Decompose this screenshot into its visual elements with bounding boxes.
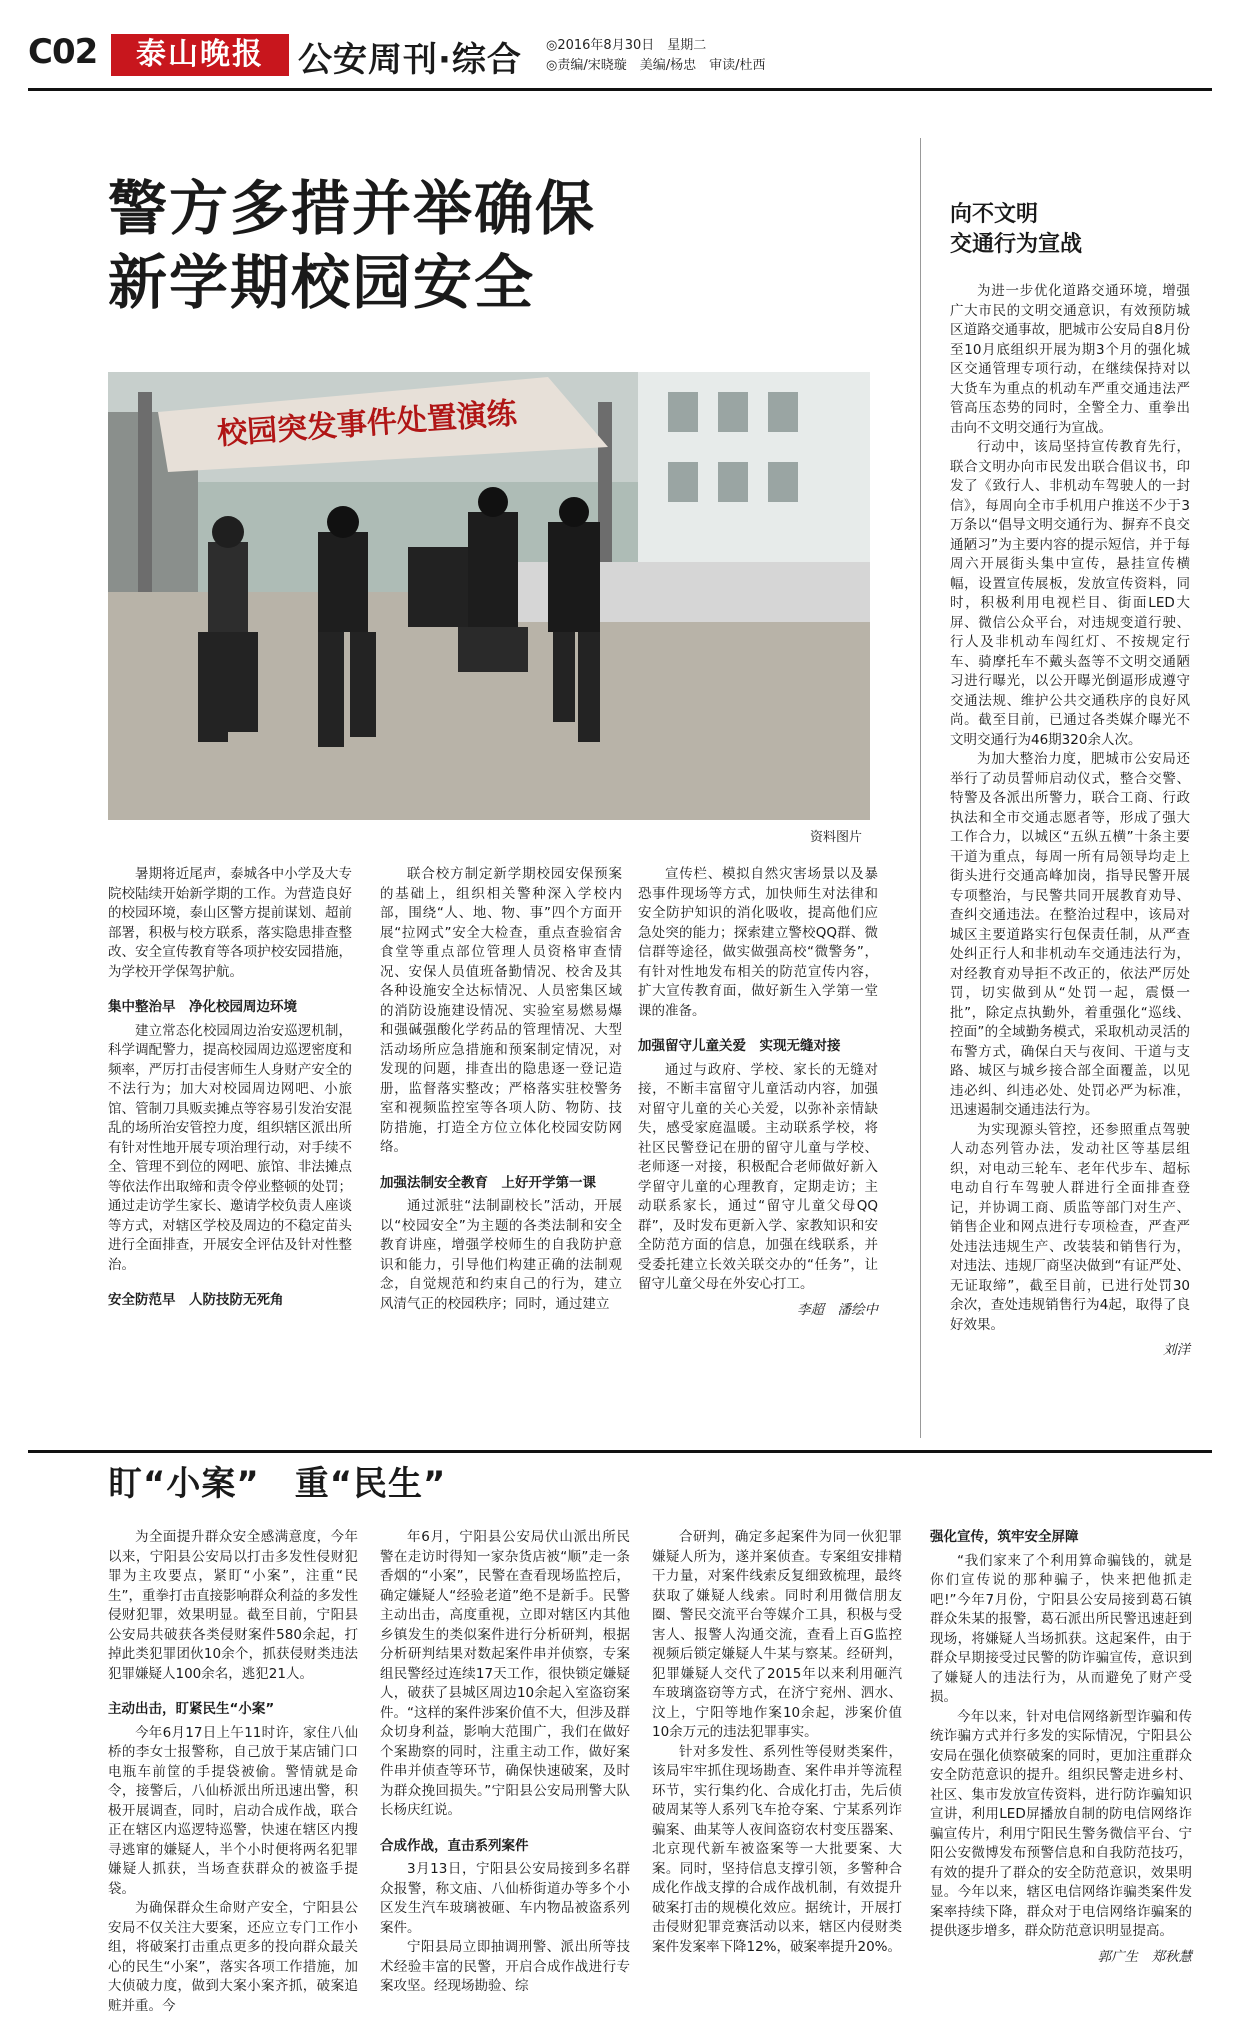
byline: 李超 潘绘中 [797, 1301, 878, 1318]
paragraph: 联合校方制定新学期校园安保预案的基础上，组织相关警种深入学校内部，围绕“人、地、物、事”四个方面开展“拉网式”安全大检查，重点查验宿舍食堂等重点部位管理人员资格审查情况、安保人员值班备勤情况、校舍及其各种设施安全达标情况、人员密集区域的消防设施建设情况、实验室易燃易爆和强碱强酸化学药品的管理情况、大型活动场所应急措施和预案制定情况，对发现的问题，排查出的隐患逐一登记造册，监督落实整改；严格落实驻校警务室和视频监控室等各项人防、物防、技防措施，打造全方位立体化校园安防网络。 [380, 866, 622, 1155]
side-headline-line1: 向不文明 [950, 202, 1039, 227]
paragraph: “我们家来了个利用算命骗钱的，就是你们宣传说的那种骗子，快来把他抓走吧!”今年7月份，宁阳县公安局接到葛石镇群众朱某的报警，葛石派出所民警迅速赶到现场，将嫌疑人当场抓获。这起案件，由于群众早期接受过民警的防诈骗宣传，意识到了嫌疑人的违法行为，从而避免了财产受损。 [930, 1552, 1192, 1705]
photo-banner-text: 校园突发事件处置演练 [216, 396, 518, 452]
lead-photo-illustration [108, 372, 870, 820]
paragraph: 宣传栏、模拟自然灾害场景以及暴恐事件现场等方式，加快师生对法律和安全防护知识的消化吸收，提高他们应急处突的能力；探索建立警校QQ群、微信群等途径，做实做强高校“微警务”，有针对性地发布相关的防范宣传内容，扩大宣传教育面，做好新生入学第一堂课的准备。 [638, 866, 878, 1019]
subheading: 安全防范早 人防技防无死角 [108, 1292, 284, 1308]
bottom-column-3 [652, 1528, 902, 1957]
paragraph: 通过派驻“法制副校长”活动，开展以“校园安全”为主题的各类法制和安全教育讲座，增强学校师生的自我防护意识和能力，引导他们构建正确的法制观念，自觉规范和约束自己的行为，建立风清气正的校园秩序；同时，通过建立 [380, 1198, 622, 1312]
lead-headline-line1: 警方多措并举确保 [108, 174, 597, 243]
lead-headline [108, 172, 596, 320]
page-number: C02 [28, 32, 98, 72]
paragraph: 今年以来，针对电信网络新型诈骗和传统诈骗方式并行多发的实际情况，宁阳县公安局在强化侦察破案的同时，更加注重群众安全防范意识的提升。组织民警走进乡村、社区、集市发放宣传资料，进行防诈骗知识宣讲，利用LED屏播放自制的防电信网络诈骗宣传片，利用宁阳民生警务微信平台、宁阳公安微博发布预警信息和自我防范技巧，有效的提升了群众的安全防范意识，效果明显。今年以来，辖区电信网络诈骗类案件发案率持续下降，群众对于电信网络诈骗案的提供逐步增多，群众防范意识明显提高。 [930, 1708, 1192, 1939]
column-rule [920, 138, 921, 1438]
paragraph: 行动中，该局坚持宣传教育先行，联合文明办向市民发出联合倡议书，印发了《致行人、非机动车驾驶人的一封信》，每周向全市手机用户推送不少于3万条以“倡导文明交通行为、摒弃不良交通陋习”为主要内容的提示短信，并于每周六开展街头集中宣传，悬挂宣传横幅，设置宣传展板，发放宣传资料，同时，积极利用电视栏目、街面LED大屏、微信公众平台，对违规变道行驶、行人及非机动车闯红灯、不按规定行车、骑摩托车不戴头盔等不文明交通陋习进行曝光，以公开曝光倒逼形成遵守交通法规、维护公共交通秩序的良好风尚。截至目前，已通过各类媒介曝光不文明交通行为46期320余人次。 [950, 439, 1190, 748]
lead-column-3 [638, 865, 878, 1320]
paragraph: 今年6月17日上午11时许，家住八仙桥的李女士报警称，自己放于某店铺门口电瓶车前筐的手提袋被偷。警情就是命令，接警后，八仙桥派出所迅速出警，积极开展调查，同时，启动合成作战，联合正在辖区内巡逻特巡警，快速在辖区内搜寻逃窜的嫌疑人，半个小时便将两名犯罪嫌疑人抓获，当场查获群众的被盗手提袋。 [108, 1724, 358, 1897]
lead-headline-line2: 新学期校园安全 [108, 248, 536, 317]
bottom-headline: 盯“小案” 重“民生” [108, 1464, 447, 1504]
paragraph: 3月13日，宁阳县公安局接到多名群众报警，称文庙、八仙桥街道办等多个小区发生汽车玻璃被砸、车内物品被盗系列案件。 [380, 1861, 630, 1936]
side-headline [950, 200, 1082, 260]
paragraph: 通过与政府、学校、家长的无缝对接，不断丰富留守儿童活动内容，加强对留守儿童的关心关爱，以弥补亲情缺失，感受家庭温暖。主动联系学校，将社区民警登记在册的留守儿童与学校、老师逐一对接，积极配合老师做好新入学留守儿童的心理教育，定期走访；主动联系家长，通过“留守儿童父母QQ群”，及时发布更新入学、家教知识和安全防范方面的信息，加强在线联系，并受委托建立长效关联交办的“任务”，让留守儿童父母在外安心打工。 [638, 1061, 878, 1292]
issue-meta [546, 36, 765, 76]
paragraph: 为进一步优化道路交通环境，增强广大市民的文明交通意识，有效预防城区道路交通事故，肥城市公安局自8月份至10月底组织开展为期3个月的强化城区交通管理专项行动，在继续保持对以大货车为重点的机动车严重交通违法严管高压态势的同时，全警全力、重拳出击向不文明交通行为宣战。 [950, 283, 1190, 436]
subheading: 加强法制安全教育 上好开学第一课 [380, 1174, 596, 1191]
photo-caption: 资料图片 [810, 830, 863, 845]
lead-column-2 [380, 865, 622, 1314]
subheading: 加强留守儿童关爱 实现无缝对接 [638, 1038, 841, 1054]
subheading: 主动出击，盯紧民生“小案” [108, 1701, 275, 1717]
page-header [28, 28, 1212, 88]
paragraph: 针对多发性、系列性等侵财类案件，该局牢牢抓住现场勘查、案件串并等流程环节，实行集约化、合成化打击，先后侦破周某等人系列飞车抢夺案、宁某系列诈骗案、曲某等人夜间盗窃农村变压器案、北京现代新车被盗案等一大批要案、大案。同时，坚持信息支撑引领，多警种合成化作战支撑的合成作战机制，有效提升破案打击的规模化效应。据统计，开展打击侵财犯罪竞赛活动以来，辖区内侵财类案件发案率下降12%，破案率提升20%。 [652, 1743, 902, 1955]
byline: 刘洋 [1163, 1342, 1190, 1358]
subheading: 集中整治早 净化校园周边环境 [108, 999, 297, 1015]
bottom-column-2 [380, 1528, 630, 1997]
byline: 郭广生 郑秋慧 [1097, 1948, 1192, 1965]
paragraph: 建立常态化校园周边治安巡逻机制，科学调配警力，提高校园周边巡逻密度和频率，严厉打击侵害师生人身财产安全的不法行为；加大对校园周边网吧、小旅馆、管制刀具贩卖摊点等容易引发治安混乱的场所治安管控力度，组织辖区派出所有针对性地开展专项治理行动，对手续不全、管理不到位的网吧、旅馆、非法摊点等依法作出取缔和责令停业整顿的处罚；通过走访学生家长、邀请学校负责人座谈等方式，对辖区学校及周边的不稳定苗头进行全面排查，开展安全评估及针对性整治。 [108, 1022, 352, 1273]
issue-editors: ◎责编/宋晓璇 美编/杨忠 审读/杜西 [546, 58, 766, 73]
paragraph: 为实现源头管控，还参照重点驾驶人动态列管办法，发动社区等基层组织，对电动三轮车、老年代步车、超标电动自行车驾驶人群进行全面排查登记，并协调工商、质监等部门对生产、销售企业和网点进行专项检查，严查严处违法违规生产、改装装和销售行为，对违法、违规厂商坚决做到“有证严处、无证取缔”，截至目前，已进行处罚30余次，查处违规销售行为4起，取得了良好效果。 [950, 1121, 1190, 1333]
issue-date: ◎2016年8月30日 星期二 [546, 38, 707, 53]
header-rule [28, 88, 1212, 91]
side-column [950, 282, 1190, 1361]
lead-photo [108, 372, 870, 820]
subheading: 合成作战，直击系列案件 [380, 1837, 529, 1854]
paragraph: 为确保群众生命财产安全，宁阳县公安局不仅关注大要案，还应立专门工作小组，将破案打击重点更多的投向群众最关心的民生“小案”，落实各项工作措施，加大侦破力度，做到大案小案齐抓，破案追赃并重。今 [108, 1900, 358, 2014]
paragraph: 为加大整治力度，肥城市公安局还举行了动员誓师启动仪式，整合交警、特警及各派出所警力，联合工商、行政执法和全市交通志愿者等，形成了强大工作合力，以城区“五纵五横”十条主要干道为重点，每周一所有局领导均走上街头进行交通高峰加岗，指导民警开展专项整治，与民警共同开展教育劝导、查纠交通违法。在整治过程中，该局对城区主要道路实行包保责任制，从严查处纠正行人和非机动车交通违法行为，对经教育劝导拒不改正的，依法严厉处罚，切实做到从“处罚一起，震慑一批”，除定点执勤外，着重强化“巡线、控面”的全域勤务模式，采取机动灵活的布警方式，确保白天与夜间、干道与支路、城区与城乡接合部全面覆盖，以见违必纠、纠违必处、处罚必严为标准，迅速遏制交通违法行为。 [950, 751, 1190, 1118]
bottom-column-1 [108, 1528, 358, 2016]
side-headline-line2: 交通行为宣战 [950, 232, 1083, 257]
lead-column-1 [108, 865, 352, 1315]
section-title: 公安周刊·综合 [298, 40, 522, 80]
paragraph: 为全面提升群众安全感满意度，今年以来，宁阳县公安局以打击多发性侵财犯罪为主攻要点，紧盯“小案”，注重“民生”，重拳打击直接影响群众利益的多发性侵财犯罪，效果明显。截至目前，宁阳县公安局共破获各类侵财案件580余起，打掉此类犯罪团伙10余个，抓获侵财类违法犯罪嫌疑人100余名，逃犯21人。 [108, 1529, 358, 1682]
paragraph: 暑期将近尾声，泰城各中小学及大专院校陆续开始新学期的工作。为营造良好的校园环境，泰山区警方提前谋划、超前部署，积极与校方联系，落实隐患排查整改、安全宣传教育等各项护校安园措施，为学校开学保驾护航。 [108, 866, 352, 980]
bottom-column-4 [930, 1528, 1192, 1967]
paragraph: 宁阳县局立即抽调刑警、派出所等技术经验丰富的民警，开启合成作战进行专案攻坚。经现场勘验、综 [380, 1939, 630, 1994]
subheading: 强化宣传，筑牢安全屏障 [930, 1529, 1079, 1545]
section-divider [28, 1450, 1212, 1453]
paragraph: 年6月，宁阳县公安局伏山派出所民警在走访时得知一家杂货店被“顺”走一条香烟的“小案”，民警在查看现场监控后，确定嫌疑人“经验老道”绝不是新手。民警主动出击，高度重视，立即对辖区内其他乡镇发生的类似案件进行分析研判，根据分析研判结果对数起案件串并侦察，专案组民警经过连续17天工作，很快锁定嫌疑人，破获了县城区周边10余起入室盗窃案件。“这样的案件涉案价值不大，但涉及群众切身利益，影响大范围广，我们在做好个案勘察的同时，注重主动工作，做好案件串并侦查等环节，确保快速破案，及时为群众挽回损失。”宁阳县公安局刑警大队长杨庆红说。 [380, 1529, 630, 1818]
paragraph: 合研判，确定多起案件为同一伙犯罪嫌疑人所为，遂并案侦查。专案组安排精干力量，对案件线索反复细致梳理，最终获取了嫌疑人线索。同时利用微信朋友圈、警民交流平台等媒介工具，积极与受害人、报警人沟通交流，查看上百G监控视频后锁定嫌疑人牛某与察某。经研判，犯罪嫌疑人交代了2015年以来利用砸汽车玻璃盗窃等方式，在济宁兖州、泗水、汶上，宁阳等地作案10余起，涉案价值10余万元的违法犯罪事实。 [652, 1529, 902, 1740]
newspaper-logo: 泰山晚报 [111, 34, 289, 76]
